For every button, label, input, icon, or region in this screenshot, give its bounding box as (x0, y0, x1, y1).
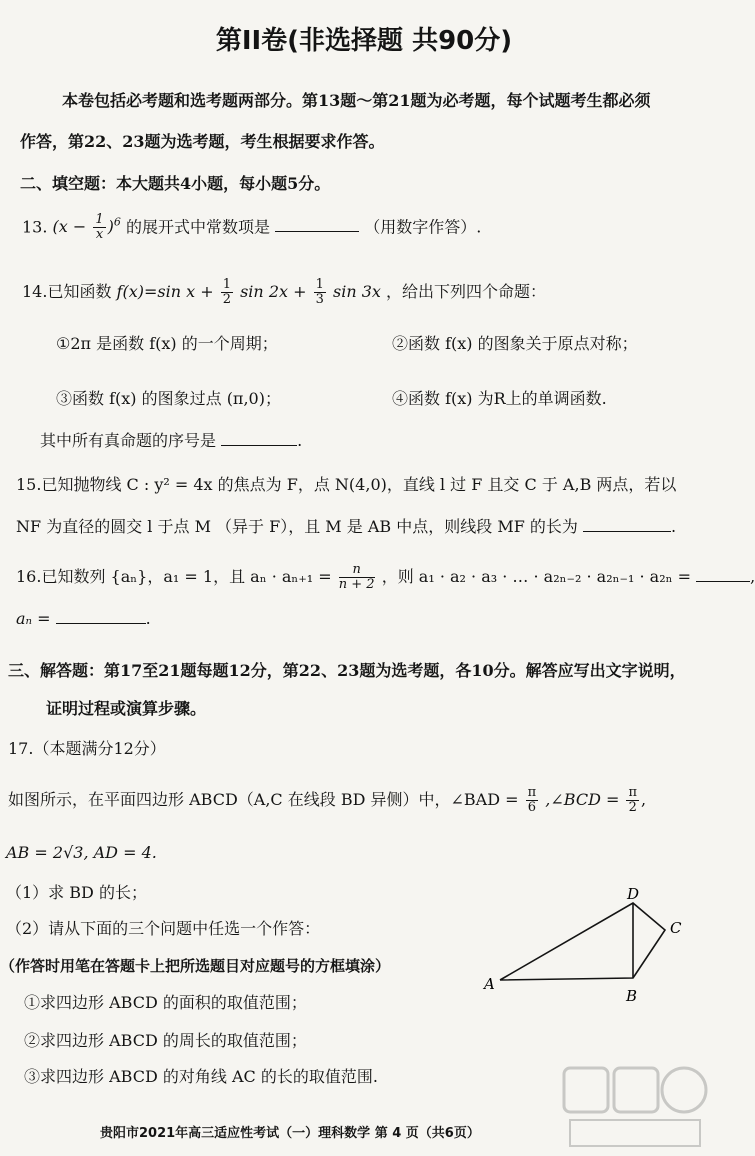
q14-end: sin 3x (332, 282, 381, 301)
q17-part-2: （2）请从下面的三个问题中任选一个作答： (6, 919, 321, 938)
q17-option-2: ②求四边形 ABCD 的周长的取值范围； (24, 1031, 307, 1050)
q15-line-2: NF 为直径的圆交 l 于点 M （异于 F），且 M 是 AB 中点，则线段 MF 的长为 . (16, 517, 677, 536)
page-footer: 贵阳市2021年高三适应性考试（一）理科数学 第 4 页（共6页） (100, 1126, 480, 1141)
q17-angle-mid: ,∠BCD = (545, 790, 620, 809)
page-title: 第II卷(非选择题 共90分) (215, 26, 513, 56)
question-13 (22, 212, 481, 242)
intro-line-1: 本卷包括必考题和选考题两部分。第13题～第21题为必考题，每个试题考生都必须 (62, 91, 651, 110)
label-b: B (626, 987, 638, 1005)
q16-an: aₙ = (16, 609, 51, 628)
q17-note: （作答时用笔在答题卡上把所选题目对应题号的方框填涂） (0, 957, 391, 975)
section-2-heading: 二、填空题：本大题共4小题，每小题5分。 (20, 174, 331, 193)
q16-line-2: aₙ = . (16, 609, 151, 628)
q16-frac-den: n + 2 (338, 577, 375, 592)
q14-answer-blank (221, 445, 297, 446)
angle1-num: π (527, 785, 537, 800)
q16-line-1: 16.已知数列 {aₙ}，a₁ = 1，且 aₙ · aₙ₊₁ = $\frac{n}{n + 2}$ ，则 a₁ · a₂ · a₃ · … · a₂ₙ₋₂ · a₂ₙ₋₁ · a₂ₙ = , (16, 562, 755, 592)
angle1-den: 6 (527, 800, 537, 815)
q13-tail: （用数字作答）. (364, 217, 482, 237)
q16-blank-2 (56, 623, 146, 624)
q17-line-2: AB = 2√3, AD = 4. (6, 843, 157, 862)
label-d: D (627, 885, 640, 903)
q13-number: 13. (22, 217, 48, 237)
q14-proposition-4: ④函数 f(x) 为R上的单调函数. (392, 389, 607, 408)
q15-line-2-text: NF 为直径的圆交 l 于点 M （异于 F），且 M 是 AB 中点，则线段 MF 的长为 (16, 517, 578, 536)
quadrilateral-outline (500, 903, 665, 980)
q14-prefix: 14.已知函数 (22, 282, 112, 301)
label-c: C (670, 919, 682, 937)
q14-suffix: ，给出下列四个命题： (386, 282, 547, 301)
q14-func: f(x)=sin x + (116, 282, 214, 301)
angle2-den: 2 (628, 800, 637, 815)
q15-line-1: 15.已知抛物线 C : y² = 4x 的焦点为 F，点 N(4,0)，直线 l 过 F 且交 C 于 A,B 两点，若以 (16, 475, 677, 494)
q13-expression: (x − $\frac{1}{x}$ )$^6$ (52, 212, 121, 243)
q16-frac-num: n (339, 563, 375, 578)
q17-heading: 17.（本题满分12分） (8, 739, 166, 758)
watermark-logo (560, 1062, 710, 1152)
q17-option-3: ③求四边形 ABCD 的对角线 AC 的长的取值范围. (24, 1067, 378, 1086)
q17-line-1-text: 如图所示，在平面四边形 ABCD（A,C 在线段 BD 异侧）中，∠BAD = (8, 790, 519, 809)
question-14: 14.已知函数 f(x)=sin x + $\frac{1}{2}$ sin 2x + $\frac{1}{3}$ sin 3x ，给出下列四个命题： (22, 277, 547, 307)
q17-option-1: ①求四边形 ABCD 的面积的取值范围； (24, 993, 307, 1012)
q14-ask: 其中所有真命题的序号是 . (40, 431, 303, 450)
q16-blank-1 (696, 581, 750, 582)
quadrilateral-figure (480, 885, 700, 1010)
q16-prefix: 16.已知数列 {aₙ}，a₁ = 1，且 aₙ · aₙ₊₁ = (16, 567, 332, 586)
angle2-num: π (628, 785, 638, 800)
section-3-line-1: 三、解答题：第17至21题每题12分，第22、23题为选考题，各10分。解答应写出文字说明， (8, 661, 686, 680)
q15-answer-blank (583, 531, 671, 532)
label-a: A (484, 975, 495, 993)
q14-ask-text: 其中所有真命题的序号是 (40, 431, 217, 450)
section-3-line-2: 证明过程或演算步骤。 (46, 699, 207, 718)
q13-answer-blank (275, 231, 359, 232)
q14-proposition-2: ②函数 f(x) 的图象关于原点对称； (392, 334, 638, 353)
q14-proposition-1: ①2π 是函数 f(x) 的一个周期； (56, 334, 278, 353)
q14-proposition-3: ③函数 f(x) 的图象过点 (π,0)； (56, 389, 281, 408)
q14-mid: sin 2x + (240, 282, 307, 301)
q17-line-1: 如图所示，在平面四边形 ABCD（A,C 在线段 BD 异侧）中，∠BAD = $\frac{\pi}{6}$ ,∠BCD = $\frac{\pi}{2}$ , (8, 785, 647, 815)
q17-part-1: （1）求 BD 的长； (6, 883, 147, 902)
intro-line-2: 作答，第22、23题为选考题，考生根据要求作答。 (20, 132, 385, 151)
q16-mid: ，则 a₁ · a₂ · a₃ · … · a₂ₙ₋₂ · a₂ₙ₋₁ · a₂ₙ = (381, 567, 692, 586)
q13-text: 的展开式中常数项是 (126, 217, 271, 237)
